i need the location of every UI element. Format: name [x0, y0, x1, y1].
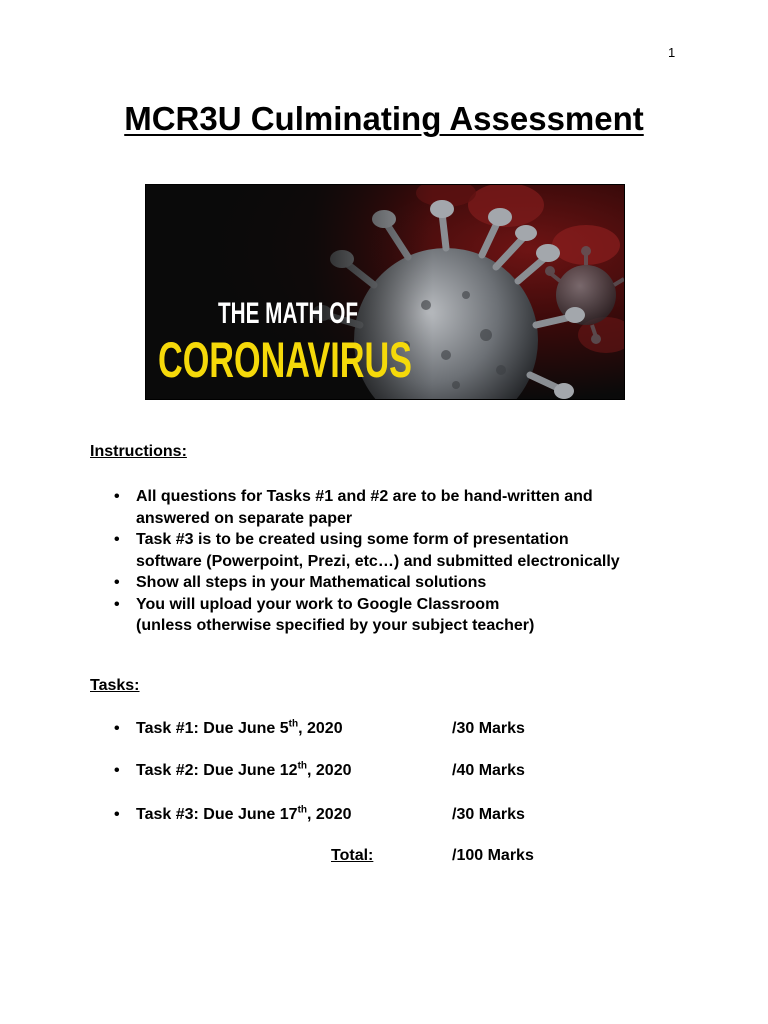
- bullet: •: [114, 806, 120, 823]
- tasks-heading: Tasks:: [90, 677, 140, 694]
- banner-line2: CORONAVIRUS: [158, 332, 412, 388]
- task-due-label: Task #1: Due June 5th, 2020: [136, 718, 343, 737]
- instruction-item: • Show all steps in your Mathematical solutions: [90, 572, 620, 594]
- instruction-item: • Task #3 is to be created using some form of presentation: [90, 529, 620, 551]
- bullet: •: [114, 762, 120, 779]
- task-due-label: Task #3: Due June 17th, 2020: [136, 804, 352, 823]
- instruction-item-continued: (unless otherwise specified by your subject teacher): [136, 617, 535, 634]
- banner-line1: THE MATH OF: [218, 297, 358, 330]
- virus-illustration: [146, 185, 624, 399]
- instruction-item: • You will upload your work to Google Classroom: [90, 594, 620, 616]
- instructions-heading: Instructions:: [90, 443, 187, 460]
- task-due-label: Task #2: Due June 12th, 2020: [136, 760, 352, 779]
- task-row: [90, 762, 610, 784]
- instruction-item-continued: software (Powerpoint, Prezi, etc…) and submitted electronically: [136, 552, 620, 570]
- coronavirus-banner: [145, 184, 625, 400]
- task-marks: /40 Marks: [452, 762, 525, 779]
- total-row: [90, 847, 610, 869]
- task-row: [90, 806, 610, 828]
- instruction-item: • All questions for Tasks #1 and #2 are to be hand-written and: [90, 486, 620, 508]
- task-marks: /30 Marks: [452, 806, 525, 823]
- task-row: [90, 720, 610, 742]
- total-marks: /100 Marks: [452, 847, 534, 864]
- page-number: 1: [668, 45, 676, 60]
- instruction-item-continued: answered on separate paper: [136, 509, 353, 527]
- total-label: Total:: [331, 847, 374, 864]
- bullet: •: [114, 720, 120, 737]
- instructions-list: [90, 486, 620, 637]
- document-title: MCR3U Culminating Assessment: [124, 100, 644, 137]
- task-marks: /30 Marks: [452, 720, 525, 737]
